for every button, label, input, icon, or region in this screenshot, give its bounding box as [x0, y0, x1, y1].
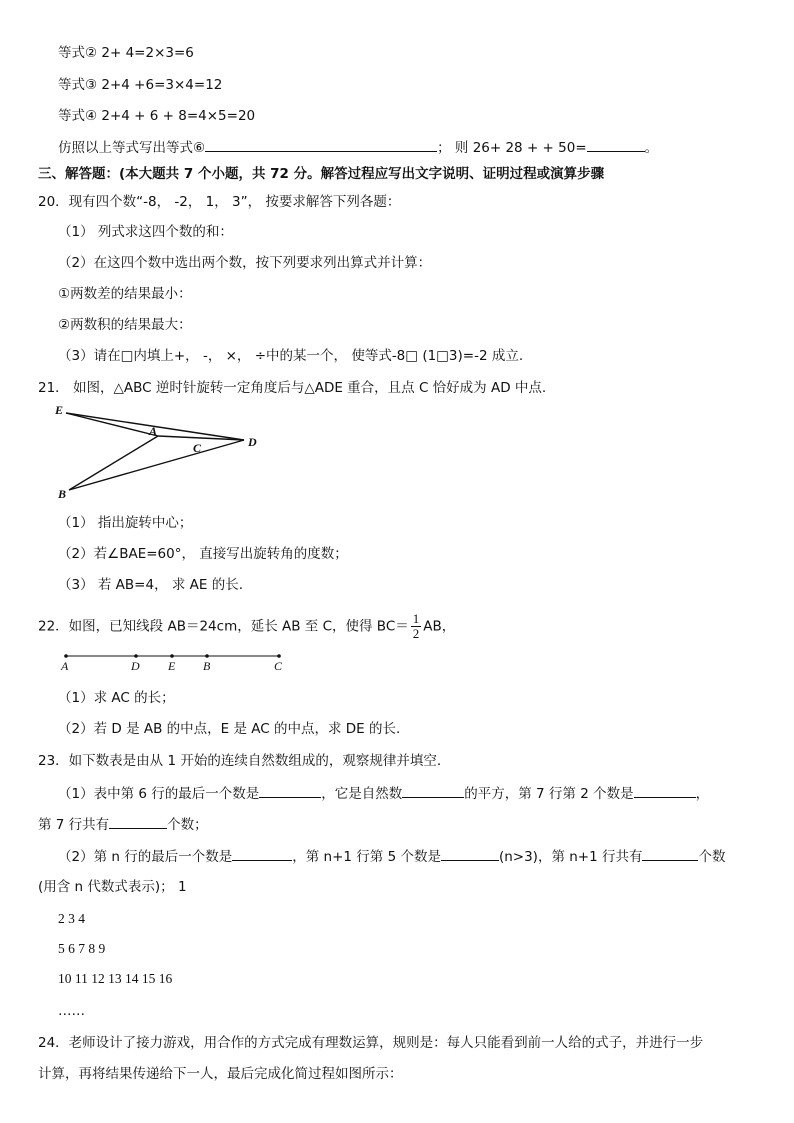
fraction-one-half — [411, 612, 422, 641]
q23-part1-line1 — [58, 783, 709, 803]
q23-text: ，第 n+1 行第 5 个数是 — [292, 849, 441, 865]
q23-text: ，它是自然数 — [321, 786, 403, 802]
answer-blank-row-n1-fifth[interactable] — [441, 846, 499, 861]
q20-part2b: ②两数积的结果最大： — [58, 317, 192, 333]
equation-4: 等式④ 2+4 + 6 + 8=4×5=20 — [58, 108, 256, 124]
q20-part2: （2）在这四个数中选出两个数，按下列要求列出算式并计算： — [58, 255, 432, 271]
q23-text: 个数； — [167, 817, 208, 833]
number-table-row-4: 10 11 12 13 14 15 16 — [58, 971, 173, 986]
equation-3: 等式③ 2+4 +6=3×4=12 — [58, 77, 223, 93]
line-label-a: A — [61, 659, 69, 673]
point-d — [134, 654, 138, 658]
line-label-e: E — [168, 659, 176, 673]
point-b — [205, 654, 209, 658]
q24-stem-line2: 计算，再将结果传递给下一人，最后完成化简过程如图所示： — [38, 1066, 403, 1082]
q20-part2a: ①两数差的结果最小： — [58, 286, 192, 302]
label-e: E — [55, 403, 64, 417]
q23-stem: 23．如下数表是由从 1 开始的连续自然数组成的，观察规律并填空. — [38, 753, 442, 769]
q23-part1-line2 — [38, 814, 208, 834]
q20-stem: 20．现有四个数“-8， -2， 1， 3”， 按要求解答下列各题： — [38, 194, 401, 210]
q21-part3: （3） 若 AB=4， 求 AE 的长. — [58, 577, 243, 593]
line-label-c: C — [274, 659, 283, 673]
q22-part2: （2）若 D 是 AB 的中点，E 是 AC 的中点，求 DE 的长. — [58, 721, 401, 737]
label-c: C — [193, 441, 202, 455]
answer-blank-eq6[interactable] — [205, 137, 437, 152]
answer-blank-row-n-last[interactable] — [232, 846, 292, 861]
q22-stem — [38, 612, 455, 641]
q24-stem-line1: 24．老师设计了接力游戏，用合作的方式完成有理数运算，规则是：每人只能看到前一人给的式子，并进行一步 — [38, 1035, 704, 1051]
imitate-text-2: ； 则 26+ 28 + + 50= — [437, 140, 587, 156]
label-b: B — [58, 487, 67, 501]
answer-blank-row7-second[interactable] — [634, 783, 696, 798]
number-table-ellipsis: …… — [58, 1003, 85, 1019]
label-a: A — [149, 424, 158, 438]
segment-ab — [69, 436, 158, 490]
q21-part1: （1） 指出旋转中心； — [58, 515, 193, 531]
answer-blank-row-n1-count[interactable] — [642, 846, 698, 861]
q22-stem-text-2: AB， — [423, 618, 456, 635]
answer-blank-natural-number[interactable] — [402, 783, 464, 798]
answer-blank-sum[interactable] — [587, 137, 645, 152]
q22-segment-figure — [55, 648, 295, 674]
number-table-row-3: 5 6 7 8 9 — [58, 941, 106, 956]
line-label-d: D — [131, 659, 140, 673]
number-table-row-2: 2 3 4 — [58, 911, 85, 926]
answer-blank-row6-last[interactable] — [259, 783, 321, 798]
q23-text: ， — [695, 786, 710, 802]
q23-part2-line1 — [58, 846, 725, 866]
q21-triangle-figure — [55, 402, 270, 504]
imitate-line — [58, 137, 658, 157]
point-c — [277, 654, 281, 658]
q23-part2-line2: (用含 n 代数式表示)； 1 — [38, 879, 187, 895]
q23-text: 第 7 行共有 — [38, 817, 110, 833]
q22-stem-text: 22．如图，已知线段 AB＝24cm，延长 AB 至 C，使得 BC＝ — [38, 618, 409, 635]
answer-blank-row7-count[interactable] — [109, 814, 167, 829]
fraction-numerator: 1 — [412, 611, 420, 626]
q23-text: （1）表中第 6 行的最后一个数是 — [58, 786, 260, 802]
point-a — [64, 654, 68, 658]
fraction-denominator: 2 — [412, 626, 420, 641]
label-d: D — [248, 435, 257, 449]
section-heading: 三、解答题：(本大题共 7 个小题，共 72 分。解答过程应写出文字说明、证明过程或演算步骤 — [38, 166, 605, 182]
segment-bc — [69, 440, 244, 490]
line-label-b: B — [203, 659, 211, 673]
imitate-text-3: 。 — [644, 140, 659, 156]
q22-part1: （1）求 AC 的长； — [58, 690, 175, 706]
q23-text: 的平方，第 7 行第 2 个数是 — [464, 786, 634, 802]
equation-2: 等式② 2+ 4=2×3=6 — [58, 45, 194, 61]
q21-part2: （2）若∠BAE=60°， 直接写出旋转角的度数； — [58, 546, 348, 562]
q20-part1: （1） 列式求这四个数的和： — [58, 224, 233, 240]
q21-stem: 21． 如图，△ABC 逆时针旋转一定角度后与△ADE 重合，且点 C 恰好成为 AD 中点. — [38, 380, 547, 396]
q20-part3: （3）请在□内填上+， -， ×， ÷中的某一个， 使等式-8□ (1□3)=-2 成立. — [58, 348, 524, 364]
q23-text: (n>3)，第 n+1 行共有 — [498, 849, 643, 865]
point-e — [170, 654, 174, 658]
imitate-text: 仿照以上等式写出等式⑥ — [58, 140, 206, 156]
q23-text: 个数 — [698, 849, 726, 865]
q23-text: （2）第 n 行的最后一个数是 — [58, 849, 233, 865]
